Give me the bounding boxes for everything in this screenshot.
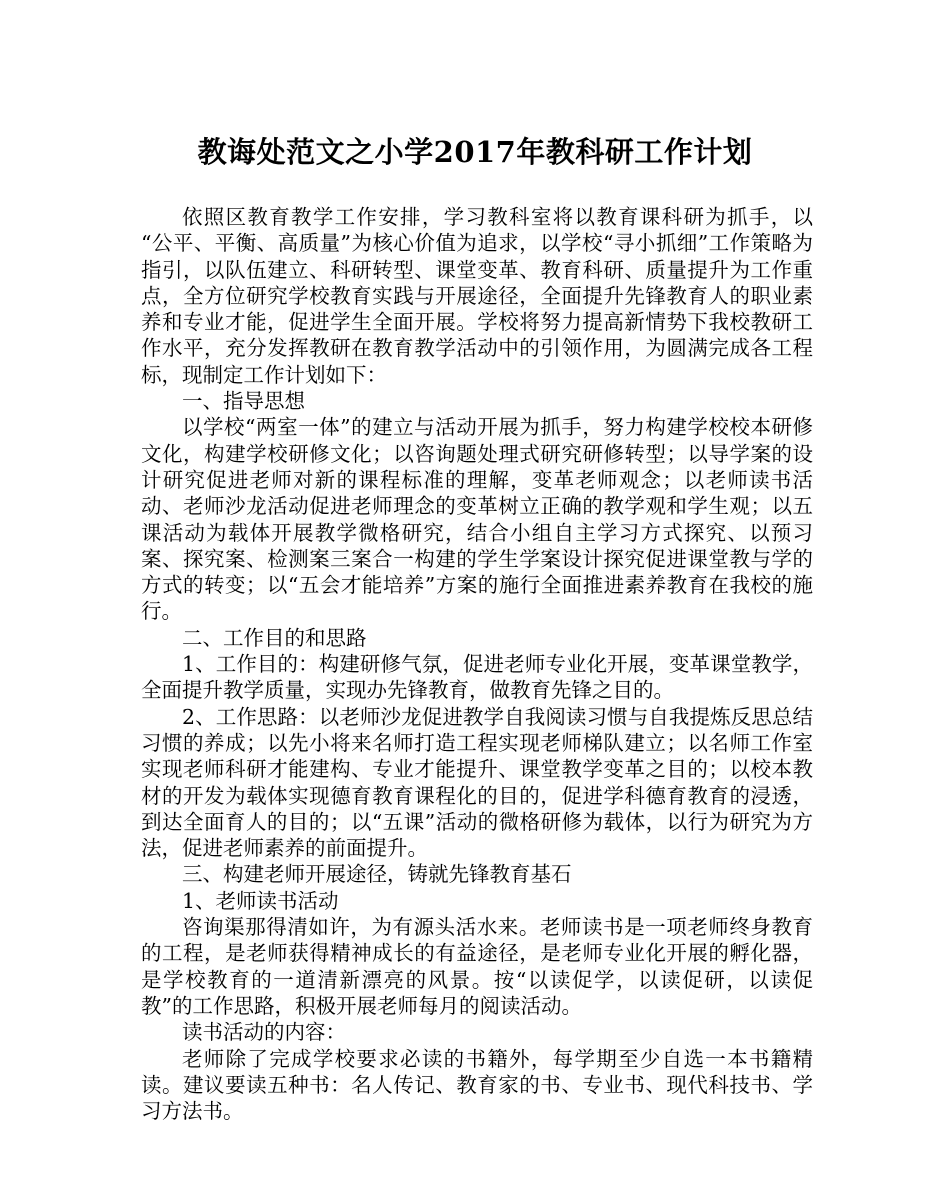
paragraph-work-goal: 1、工作目的：构建研修气氛，促进老师专业化开展，变革课堂教学，全面提升教学质量，实现办先锋教育，做教育先锋之目的。 xyxy=(141,652,813,703)
paragraph-intro: 依照区教育教学工作安排，学习教科室将以教育课科研为抓手，以 “公平、平衡、高质量”为核心价值为追求，以学校“寻小抓细”工作策略为指引，以队伍建立、科研转型、课堂变革、教育科研、质量提升为工作重点，全方位研究学校教育实践与开展途径，全面提升先锋教育人的职业素养和专业才能，促进学生全面开展。学校将努力提高新情势下我校教研工作水平，充分发挥教研在教育教学活动中的引领作用，为圆满完成各工程标，现制定工作计划如下： xyxy=(141,205,813,387)
paragraph-reading-content: 老师除了完成学校要求必读的书籍外，每学期至少自选一本书籍精读。建议要读五种书：名人传记、教育家的书、专业书、现代科技书、学习方法书。 xyxy=(141,1046,813,1124)
subsection-heading-reading-content: 读书活动的内容： xyxy=(182,1020,346,1045)
subsection-heading-reading: 1、老师读书活动 xyxy=(182,888,339,913)
paragraph-guiding-thought: 以学校“两室一体”的建立与活动开展为抓手，努力构建学校校本研修文化，构建学校研修文化；以咨询题处理式研究研修转型；以导学案的设计研究促进老师对新的课程标准的理解，变革老师观念；以老师读书活动、老师沙龙活动促进老师理念的变革树立正确的教学观和学生观；以五课活动为载体开展教学微格研究，结合小组自主学习方式探究、以预习案、探究案、检测案三案合一构建的学生学案设计探究促进课堂教与学的方式的转变；以“五会才能培养”方案的施行全面推进素养教育在我校的施行。 xyxy=(141,415,813,624)
section-heading-goals: 二、工作目的和思路 xyxy=(182,625,367,650)
document-body xyxy=(141,204,813,1124)
paragraph-work-approach: 2、工作思路：以老师沙龙促进教学自我阅读习惯与自我提炼反思总结习惯的养成；以先小将来名师打造工程实现老师梯队建立；以名师工作室实现老师科研才能建构、专业才能提升、课堂教学变革之目的；以校本教材的开发为载体实现德育教育课程化的目的，促进学科德育教育的浸透，到达全面育人的目的；以“五课”活动的微格研修为载体，以行为研究为方法，促进老师素养的前面提升。 xyxy=(141,704,813,861)
section-heading-teacher-development: 三、构建老师开展途径，铸就先锋教育基石 xyxy=(182,862,572,887)
paragraph-reading-intro: 咨询渠那得清如许，为有源头活水来。老师读书是一项老师终身教育的工程，是老师获得精神成长的有益途径，是老师专业化开展的孵化器，是学校教育的一道清新漂亮的风景。按“以读促学，以读促研，以读促教”的工作思路，积极开展老师每月的阅读活动。 xyxy=(141,915,813,1018)
document-title: 教诲处范文之小学2017年教科研工作计划 xyxy=(197,135,753,169)
section-heading-guiding-thought: 一、指导思想 xyxy=(182,389,305,414)
